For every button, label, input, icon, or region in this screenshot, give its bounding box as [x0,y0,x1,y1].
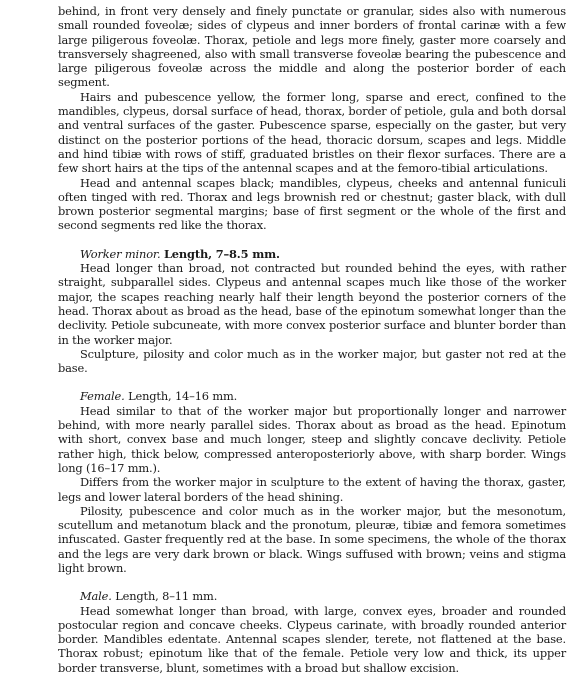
section-heading-female [58,389,566,403]
paragraph-sculpture-continued: behind, in front very densely and finely punctate or granular, sides also with numerous small rounded foveolæ; sides of clypeus and inner borders of frontal carinæ with a few large piligerous foveolæ. Thorax, petiole and legs more finely, gaster more coarsely and transversely shagreened, also with small transverse foveolæ bearing the pubescence and large piligerous foveolæ across the middle and along the posterior border of each segment. [58,4,566,90]
document-page [58,4,566,675]
paragraph-worker-minor-sculpture: Sculpture, pilosity and color much as in the worker major, but gaster not red at the base. [58,346,566,376]
length-worker-minor: Length, 7–8.5 mm. [163,246,280,261]
caste-name-worker-minor: Worker minor. [80,246,161,261]
paragraph-hairs-pubescence: Hairs and pubescence yellow, the former long, sparse and erect, confined to the mandibles, clypeus, dorsal surface of head, thorax, border of petiole, gula and both dorsal and ventral surfaces of the gaster. Pubescence sparse, especially on the gaster, but very distinct on the posterior portions of the head, thoracic dorsum, scapes and legs. Middle and hind tibiæ with rows of stiff, graduated bristles on their flexor surfaces. There are a few short hairs at the tips of the antennal scapes and at the femoro-tibial articulations. [58,89,566,176]
section-heading-male [58,589,566,603]
paragraph-female-head: Head similar to that of the worker major but proportionally longer and narrower behind, with more nearly parallel sides. Thorax about as broad as the head. Epinotum with short, convex base and much longer, steep and slightly concave declivity. Petiole rather high, thick below, compressed anteroposteriorly above, with sharp border. Wings long (16–17 mm.). [58,403,566,475]
paragraph-color: Head and antennal scapes black; mandibles, clypeus, cheeks and antennal funiculi often tinged with red. Thorax and legs brownish red or chestnut; gaster black, with dull brown posterior segmental margins; base of first segment or the whole of the first and second segments red like the thorax. [58,175,566,233]
section-heading-worker-minor [58,247,566,261]
paragraph-female-sculpture: Differs from the worker major in sculpture to the extent of having the thorax, gaster, legs and lower lateral borders of the head shining. [58,475,566,504]
length-female: Length, 14–16 mm. [128,389,238,404]
paragraph-male-head: Head somewhat longer than broad, with large, convex eyes, broader and rounded postocular region and concave cheeks. Clypeus carinate, with broadly rounded anterior border. Mandibles edentate. Antennal scapes slender, terete, not flattened at the base. Thorax robust; epinotum like that of the female. Petiole very low and thick, its upper border transverse, blunt, sometimes with a broad but shallow excision. [58,603,566,675]
caste-name-male: Male. [80,589,112,604]
paragraph-female-pilosity: Pilosity, pubescence and color much as in the worker major, but the mesonotum, scutellum and metanotum black and the pronotum, pleuræ, tibiæ and femora sometimes infuscated. Gaster frequently red at the base. In some specimens, the whole of the thorax and the legs are very dark brown or black. Wings suffused with brown; veins and stigma light brown. [58,503,566,575]
paragraph-worker-minor-head: Head longer than broad, not contracted but rounded behind the eyes, with rather straight, subparallel sides. Clypeus and antennal scapes much like those of the worker major, the scapes reaching nearly half their length beyond the posterior corners of the head. Thorax about as broad as the head, base of the epinotum somewhat longer than the declivity. Petiole subcuneate, with more convex posterior surface and blunter border than in the worker major. [58,261,566,347]
length-male: Length, 8–11 mm. [115,589,218,604]
caste-name-female: Female. [80,389,125,404]
